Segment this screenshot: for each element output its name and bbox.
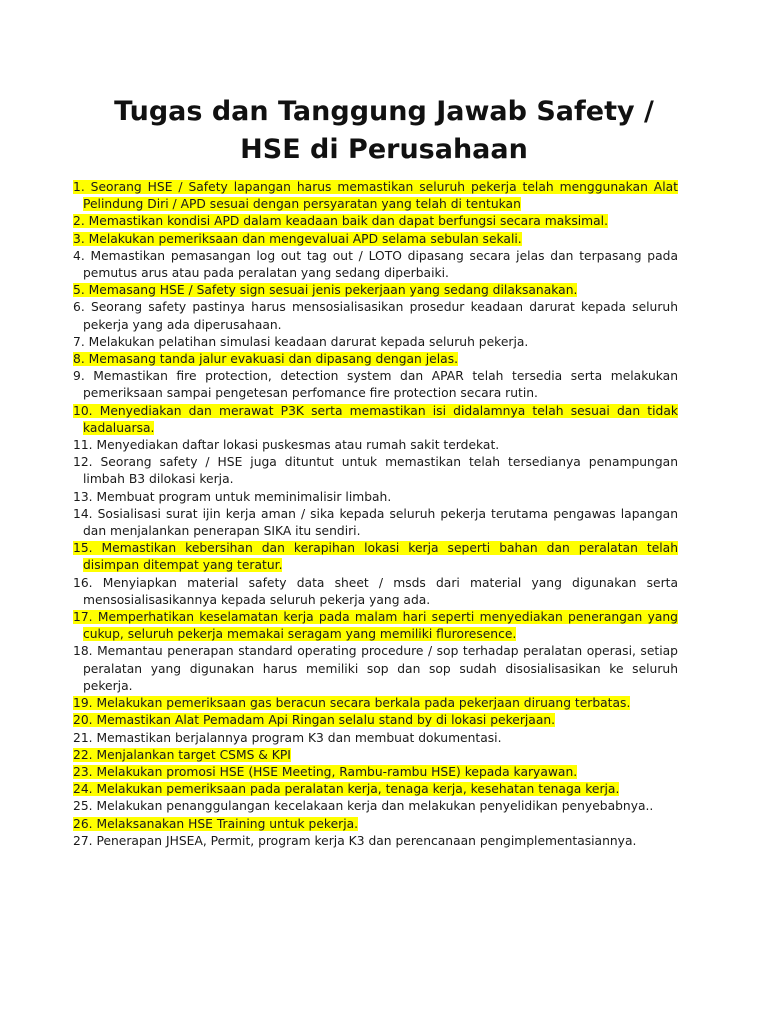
list-item-text: 1. Seorang HSE / Safety lapangan harus memastikan seluruh pekerja telah menggunakan Alat Pelindung Diri / APD sesuai dengan persyaratan yang telah di tentukan xyxy=(73,180,678,212)
list-item xyxy=(73,437,678,454)
list-item xyxy=(73,282,678,299)
list-item xyxy=(73,213,678,230)
list-item-text: 22. Menjalankan target CSMS & KPI xyxy=(73,747,291,762)
list-item-text: 5. Memasang HSE / Safety sign sesuai jenis pekerjaan yang sedang dilaksanakan. xyxy=(73,283,578,298)
list-item xyxy=(73,179,678,213)
document-title xyxy=(0,93,768,169)
list-item xyxy=(73,730,678,747)
list-item-text: 9. Memastikan fire protection, detection system dan APAR telah tersedia serta melakukan pemeriksaan sampai pengetesan perfomance fire protection secara rutin. xyxy=(73,369,678,401)
list-item-text: 18. Memantau penerapan standard operating procedure / sop terhadap peralatan operasi, setiap peralatan yang digunakan harus memiliki sop dan sop sudah disosialisasikan ke seluruh pekerja. xyxy=(73,644,678,693)
list-item-text: 4. Memastikan pemasangan log out tag out / LOTO dipasang secara jelas dan terpasang pada pemutus arus atau pada peralatan yang sedang diperbaiki. xyxy=(73,248,678,281)
list-item-text: 17. Memperhatikan keselamatan kerja pada malam hari seperti menyediakan penerangan yang cukup, seluruh pekerja memakai seragam yang memiliki fluroresence. xyxy=(73,610,678,642)
list-item-text: 11. Menyediakan daftar lokasi puskesmas atau rumah sakit terdekat. xyxy=(73,438,500,453)
list-item xyxy=(73,575,678,609)
list-item-text: 8. Memasang tanda jalur evakuasi dan dipasang dengan jelas. xyxy=(73,352,459,367)
list-item-text: 2. Memastikan kondisi APD dalam keadaan baik dan dapat berfungsi secara maksimal. xyxy=(73,214,609,229)
list-item xyxy=(73,248,678,282)
list-item-text: 16. Menyiapkan material safety data sheet / msds dari material yang digunakan serta mensosialisasikannya kepada seluruh pekerja yang ada. xyxy=(73,575,678,607)
list-item xyxy=(73,368,678,402)
list-item-text: 25. Melakukan penanggulangan kecelakaan kerja dan melakukan penyelidikan penyebabnya.. xyxy=(73,799,654,814)
list-item-text: 6. Seorang safety pastinya harus mensosialisasikan prosedur keadaan darurat kepada seluruh pekerja yang ada diperusahaan. xyxy=(73,300,678,332)
list-item-text: 20. Memastikan Alat Pemadam Api Ringan selalu stand by di lokasi pekerjaan. xyxy=(73,713,556,728)
list-item xyxy=(73,334,678,351)
list-item xyxy=(73,403,678,437)
list-item xyxy=(73,712,678,729)
duty-list xyxy=(73,179,678,850)
list-item xyxy=(73,454,678,488)
list-item xyxy=(73,643,678,695)
list-item xyxy=(73,299,678,333)
list-item xyxy=(73,695,678,712)
list-item xyxy=(73,833,678,850)
list-item-text: 27. Penerapan JHSEA, Permit, program kerja K3 dan perencanaan pengimplementasiannya. xyxy=(73,833,637,848)
list-item-text: 12. Seorang safety / HSE juga dituntut untuk memastikan telah tersedianya penampungan limbah B3 dilokasi kerja. xyxy=(73,455,678,487)
list-item xyxy=(73,489,678,506)
list-item-text: 21. Memastikan berjalannya program K3 dan membuat dokumentasi. xyxy=(73,730,502,745)
list-item xyxy=(73,506,678,540)
title-line-1: Tugas dan Tanggung Jawab Safety / xyxy=(114,96,654,127)
list-item xyxy=(73,231,678,248)
list-item xyxy=(73,798,678,815)
list-item-text: 7. Melakukan pelatihan simulasi keadaan darurat kepada seluruh pekerja. xyxy=(73,334,529,349)
list-item-text: 15. Memastikan kebersihan dan kerapihan lokasi kerja seperti bahan dan peralatan telah disimpan ditempat yang teratur. xyxy=(73,541,678,573)
list-item-text: 24. Melakukan pemeriksaan pada peralatan kerja, tenaga kerja, kesehatan tenaga kerja. xyxy=(73,782,620,797)
title-line-2: HSE di Perusahaan xyxy=(240,134,528,165)
list-item xyxy=(73,816,678,833)
list-item xyxy=(73,609,678,643)
list-item-text: 10. Menyediakan dan merawat P3K serta memastikan isi didalamnya telah sesuai dan tidak kadaluarsa. xyxy=(73,403,678,435)
list-item-text: 19. Melakukan pemeriksaan gas beracun secara berkala pada pekerjaan diruang terbatas. xyxy=(73,696,631,711)
list-item xyxy=(73,781,678,798)
list-item-text: 23. Melakukan promosi HSE (HSE Meeting, Rambu-rambu HSE) kepada karyawan. xyxy=(73,764,578,779)
list-item-text: 14. Sosialisasi surat ijin kerja aman / sika kepada seluruh pekerja terutama pengawas lapangan dan menjalankan penerapan SIKA itu sendiri. xyxy=(73,506,678,539)
list-item xyxy=(73,540,678,574)
list-item xyxy=(73,747,678,764)
list-item xyxy=(73,764,678,781)
list-item-text: 13. Membuat program untuk meminimalisir limbah. xyxy=(73,489,392,504)
list-item-text: 26. Melaksanakan HSE Training untuk pekerja. xyxy=(73,816,359,831)
list-item-text: 3. Melakukan pemeriksaan dan mengevaluai APD selama sebulan sekali. xyxy=(73,231,522,246)
list-item xyxy=(73,351,678,368)
